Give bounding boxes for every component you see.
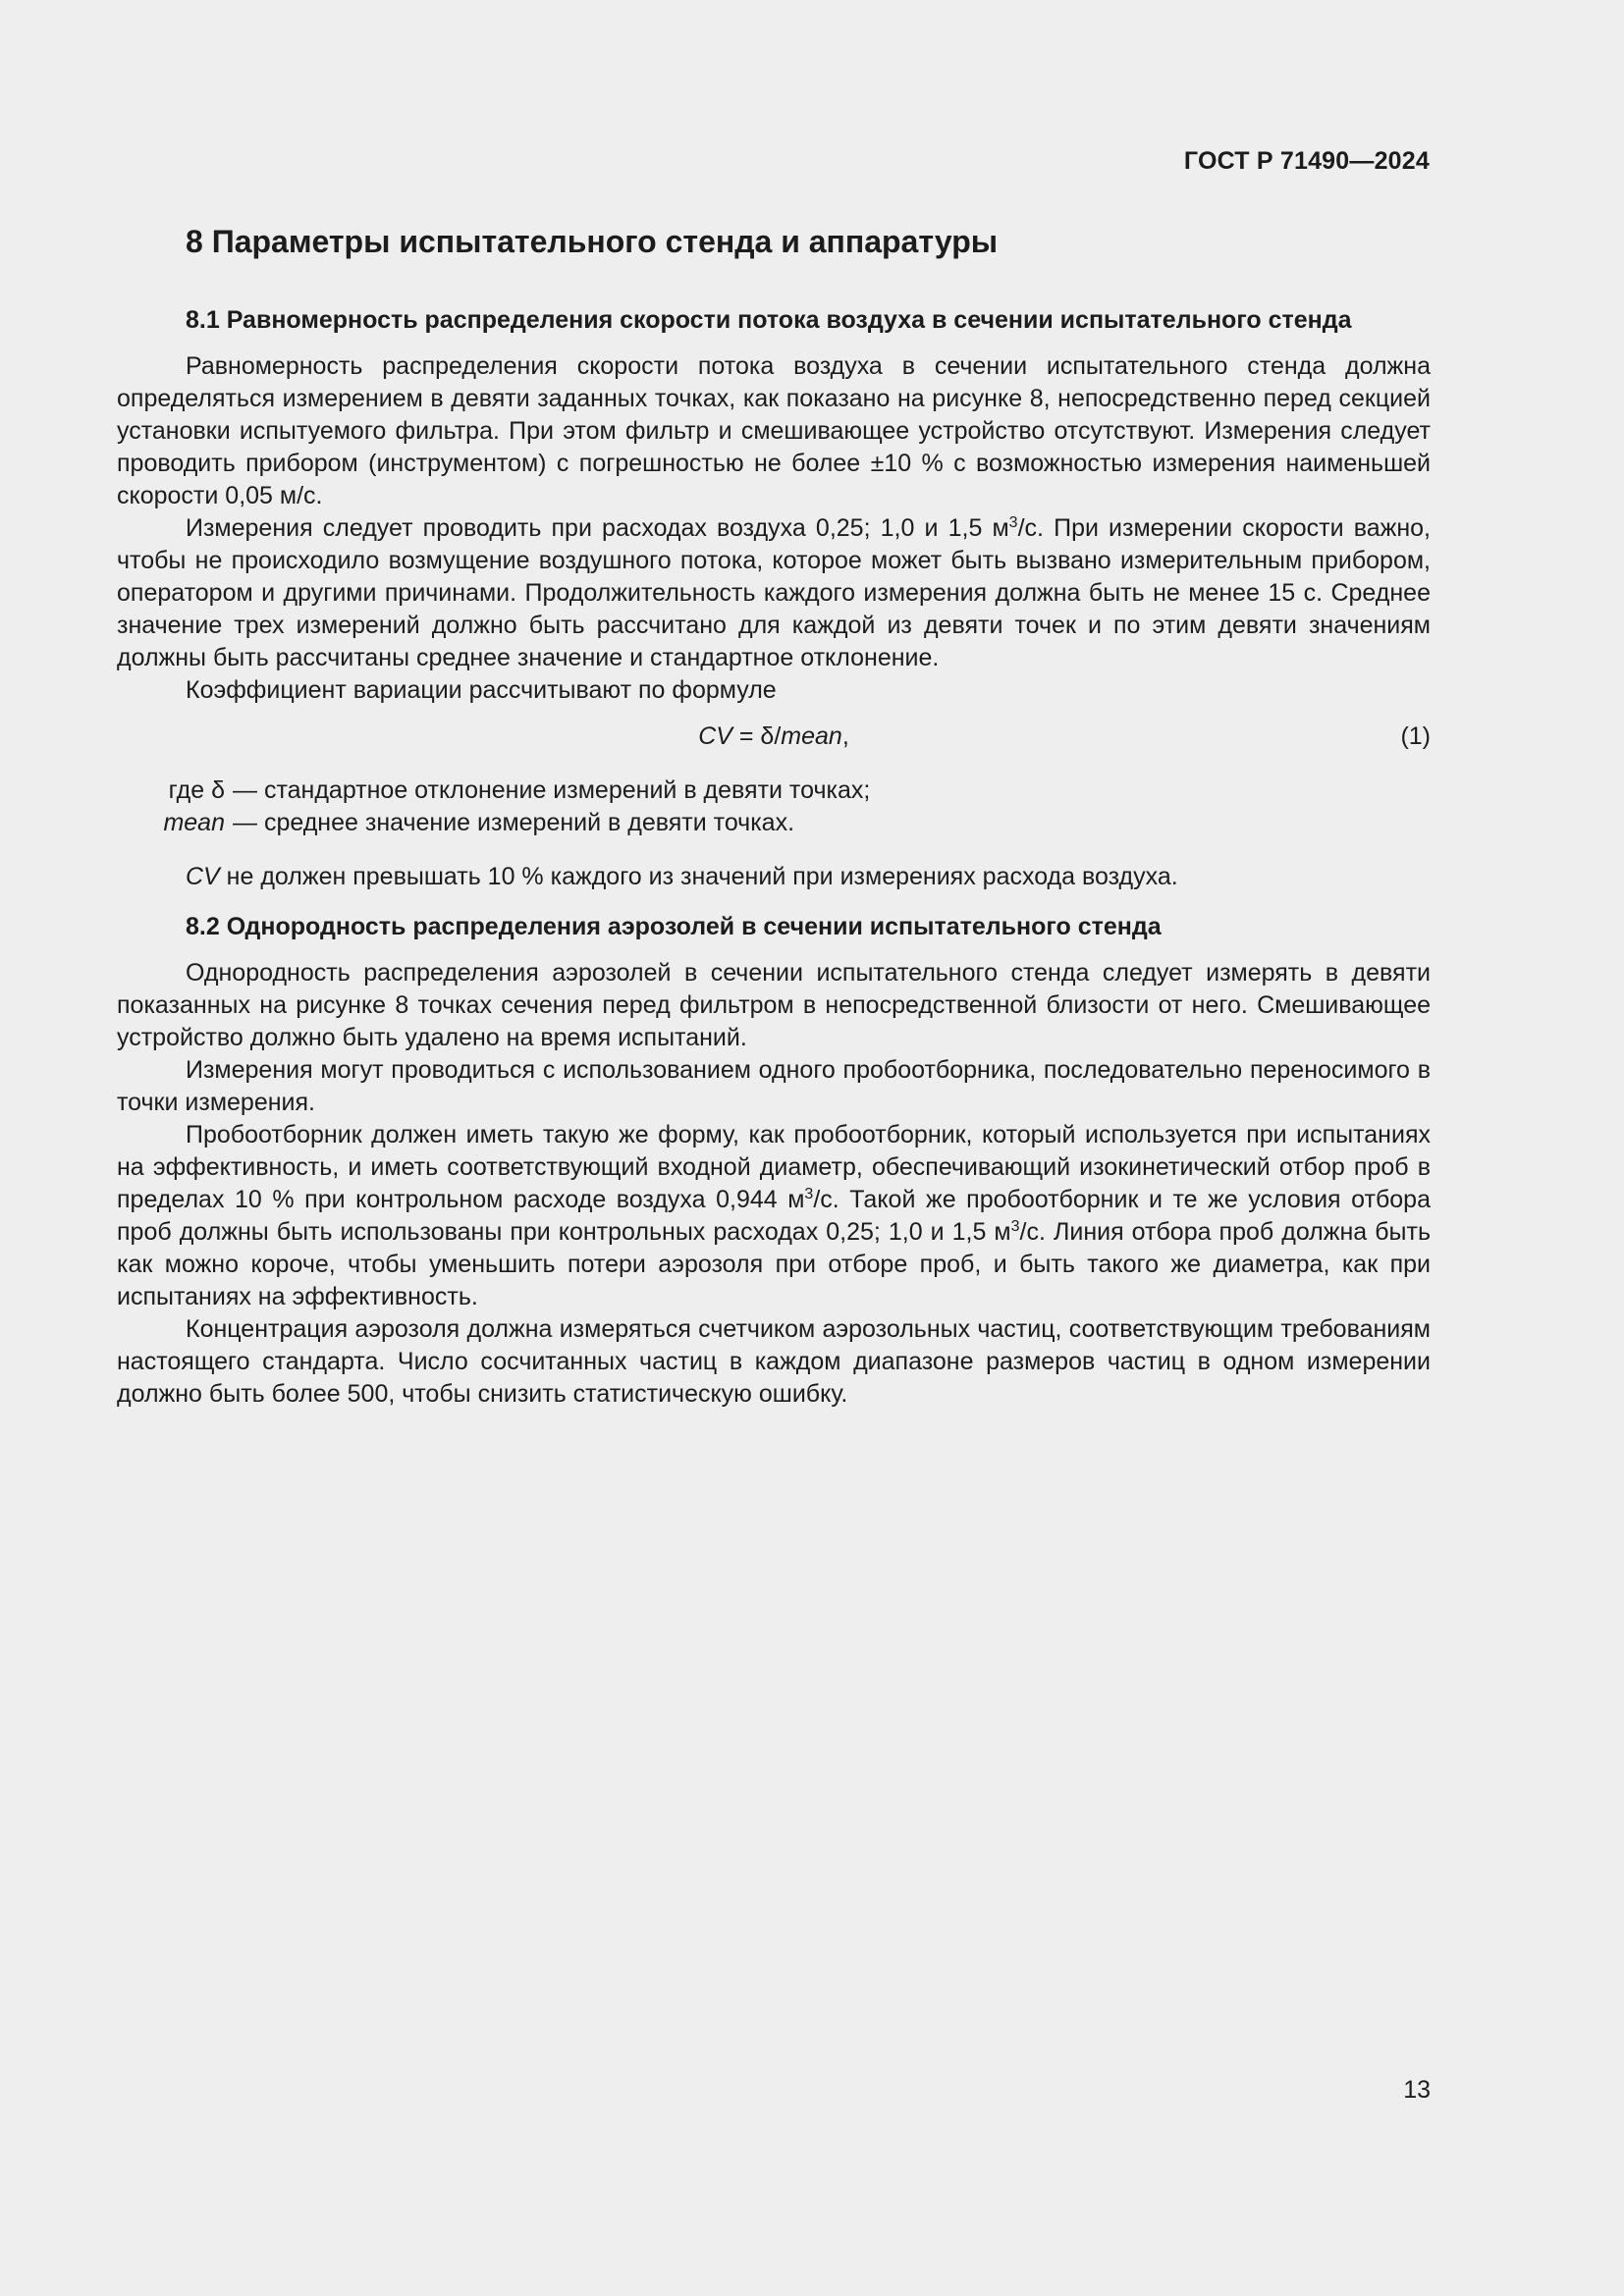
formula-equals-delta: = δ/ [731,722,782,750]
cubic-superscript: 3 [1008,514,1018,531]
cv-term: CV [186,863,220,890]
legend-row [117,774,1431,807]
section-8-2-paragraph-2: Измерения могут проводиться с использованием одного пробоотборника, последовательно переносимого в точки измерения. [117,1056,1431,1116]
section-8-2-paragraph-1: Однородность распределения аэрозолей в сечении испытательного стенда следует измерять в девяти показанных на рисунке 8 точках сечения перед фильтром в непосредственной близости от него. Смешивающее устройство должно быть удалено на время испытаний. [117,959,1431,1051]
page-content [117,222,1431,1411]
section-8-1-title: 8.1 Равномерность распределения скорости потока воздуха в сечении испытательного стенда [186,306,1352,334]
formula-legend [117,774,1431,839]
section-8-1-paragraph-2 [117,512,1431,674]
legend-row [117,807,1431,839]
legend-term: mean [163,809,225,836]
paragraph-2-text-b: /с. При измерении скорости важно, чтобы не происходило возмущение воздушного потока, которое может быть вызвано измерительным прибором, оператором и другими причинами. Продолжительность каждого измерения должна быть не менее 15 с. Среднее значение трех измерений должно быть рассчитано для каждой из девяти точек и по этим девяти значениям должны быть рассчитаны среднее значение и стандартное отклонение. [117,514,1431,671]
legend-term: где δ [168,776,225,804]
formula-1 [117,721,1431,753]
paragraph-3-text-b: /с. Такой же пробоотборник и те же условия отбора проб должны быть использованы при контрольных расходах 0,25; 1,0 и 1,5 м [117,1186,1431,1246]
formula-comma: , [841,722,849,750]
formula-mean: mean [781,722,842,750]
section-8-2-title: 8.2 Однородность распределения аэрозолей в сечении испытательного стенда [186,913,1162,940]
cubic-superscript: 3 [1010,1218,1020,1235]
section-8-title: 8 Параметры испытательного стенда и аппаратуры [186,224,999,259]
formula-expression [117,721,1431,753]
section-8-2-paragraph-4: Концентрация аэрозоля должна измеряться счетчиком аэрозольных частиц, соответствующим требованиям настоящего стандарта. Число сосчитанных частиц в каждом диапазоне размеров частиц в одном измерении должно быть более 500, чтобы снизить статистическую ошибку. [117,1315,1431,1408]
document-code: ГОСТ Р 71490—2024 [1183,147,1430,175]
cubic-superscript: 3 [804,1186,814,1202]
section-8-1-paragraph-1: Равномерность распределения скорости потока воздуха в сечении испытательного стенда должна определяться измерением в девяти заданных точках, как показано на рисунке 8, непосредственно перед секцией установки испытуемого фильтра. При этом фильтр и смешивающее устройство отсутствуют. Измерения следует проводить прибором (инструментом) с погрешностью не более ±10 % с возможностью измерения наименьшей скорости 0,05 м/с. [117,352,1431,509]
legend-description: — стандартное отклонение измерений в девяти точках; [233,776,871,804]
formula-cv: CV [698,722,732,750]
legend-description: — среднее значение измерений в девяти точках. [233,809,795,836]
section-8-1-paragraph-4 [117,861,1431,893]
section-8-1-paragraph-3: Коэффициент вариации рассчитывают по формуле [186,676,777,704]
cv-limit-text: не должен превышать 10 % каждого из значений при измерениях расхода воздуха. [219,863,1178,890]
page-number: 13 [1403,2076,1431,2104]
paragraph-3-text-c: /с. Линия отбора проб должна быть как можно короче, чтобы уменьшить потери аэрозоля при отборе проб, и быть такого же диаметра, как при испытаниях на эффективность. [117,1218,1431,1310]
paragraph-2-text-a: Измерения следует проводить при расходах воздуха 0,25; 1,0 и 1,5 м [186,514,1009,542]
section-8-2-paragraph-3 [117,1119,1431,1313]
formula-number: (1) [1400,722,1431,750]
paragraph-3-text-a: Пробоотборник должен иметь такую же форму, как пробоотборник, который используется при испытаниях на эффективность, и иметь соответствующий входной диаметр, обеспечивающий изокинетический отбор проб в пределах 10 % при контрольном расходе воздуха 0,944 м [117,1121,1431,1213]
